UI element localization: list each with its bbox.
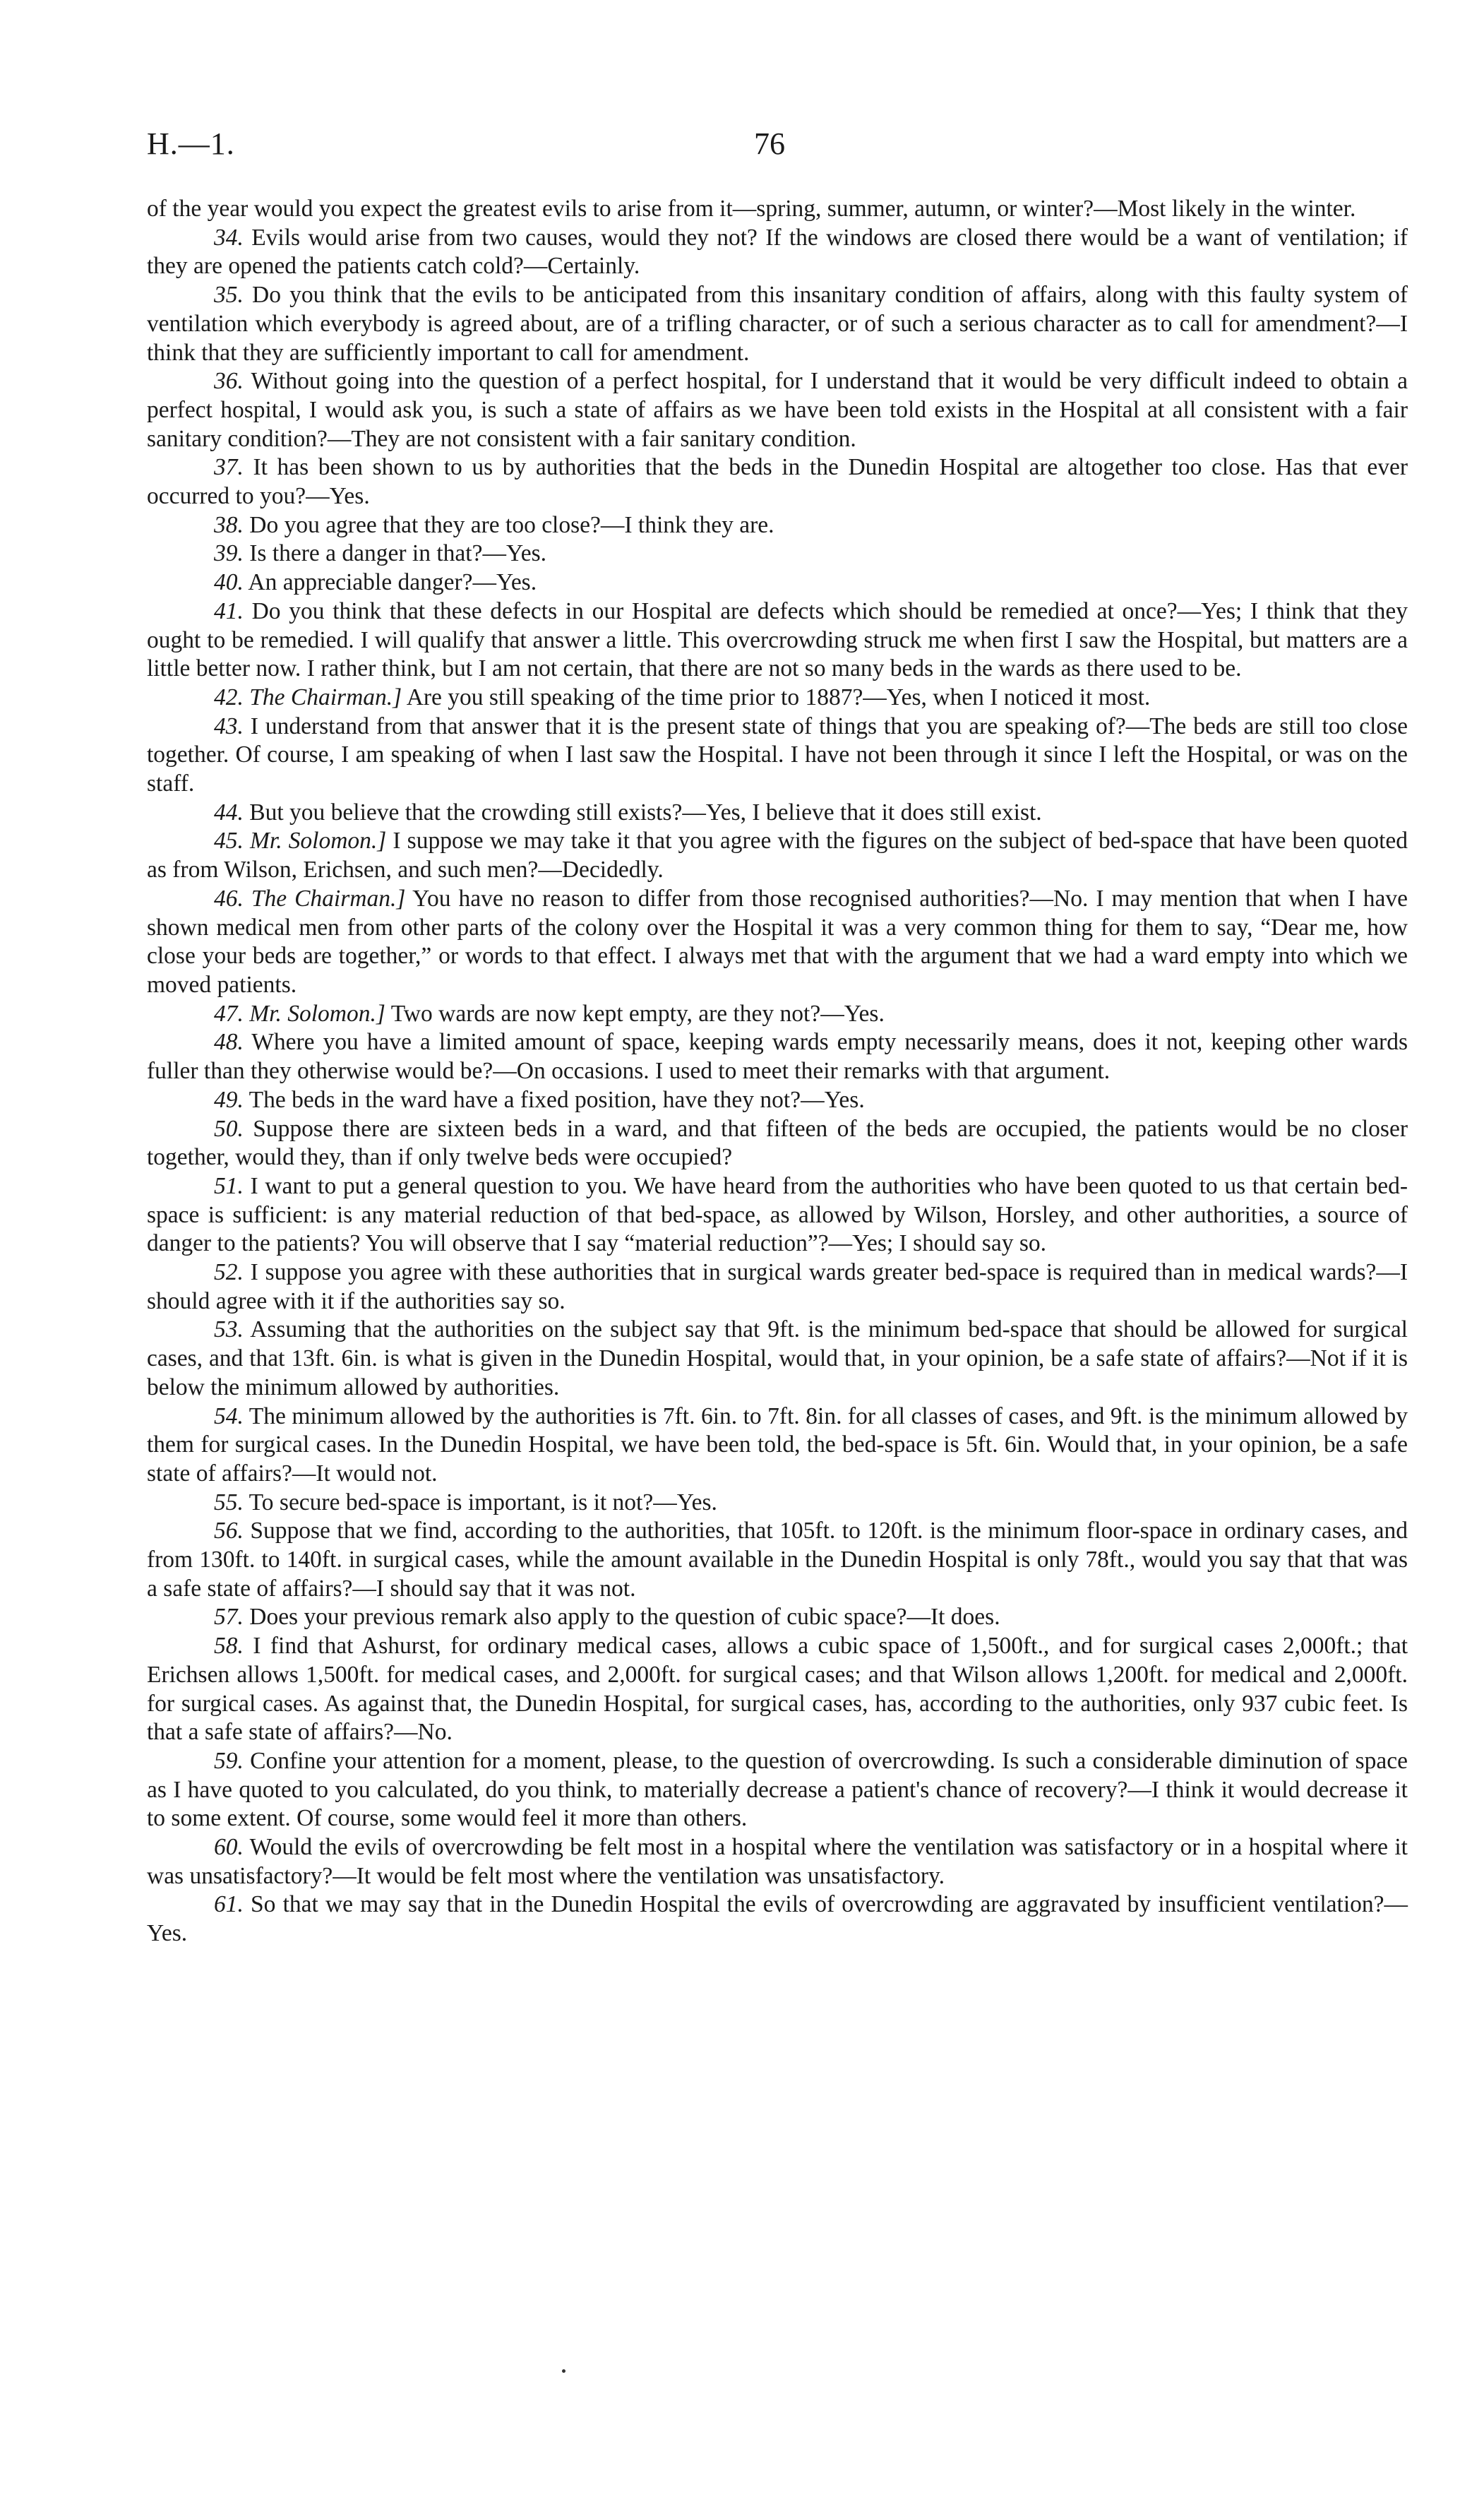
qa-text: Does your previous remark also apply to the question of cubic space?—It does.: [249, 1604, 1000, 1631]
qa-text: I understand from that answer that it is the present state of things that you are speaking of?—The beds are still too close together. Of course, I am speaking of when I last saw the Hospital. I have not been through it since I left the Hospital, or was on the staff.: [147, 713, 1408, 797]
question-number: 61.: [214, 1891, 244, 1918]
qa-list: [147, 224, 1408, 1948]
qa-paragraph: [147, 885, 1408, 1000]
qa-text: The minimum allowed by the authorities is 7ft. 6in. to 7ft. 8in. for all classes of cases, and 9ft. is the minimum allowed by them for surgical cases. In the Dunedin Hospital, we have been told, the bed-space is 5ft. 6in. Would that, in your opinion, be a safe state of affairs?—It would not.: [147, 1403, 1408, 1487]
qa-text: I find that Ashurst, for ordinary medical cases, allows a cubic space of 1,500ft., and for surgical cases 2,000ft.; that Erichsen allows 1,500ft. for medical cases, and 2,000ft. for surgical cases; and that Wilson allows 1,200ft. for medical and 2,000ft. for surgical cases. As against that, the Dunedin Hospital, for surgical cases, has, according to the authorities, only 937 cubic feet. Is that a safe state of affairs?—No.: [147, 1633, 1408, 1746]
question-number: 45.: [214, 828, 244, 854]
question-number: 37.: [214, 454, 244, 481]
speaker-label: The Chairman.]: [251, 885, 406, 912]
question-number: 40.: [214, 569, 244, 596]
question-number: 58.: [214, 1633, 244, 1660]
question-number: 52.: [214, 1259, 244, 1286]
qa-text: Without going into the question of a perfect hospital, for I understand that it would be very difficult indeed to obtain a perfect hospital, I would ask you, is such a state of affairs as we have been told exists in the Hospital at all consistent with a fair sanitary condition?—They are not consistent with a fair sanitary condition.: [147, 368, 1408, 452]
qa-paragraph: [147, 568, 1408, 597]
qa-paragraph: [147, 540, 1408, 568]
qa-paragraph: [147, 1115, 1408, 1172]
qa-paragraph: [147, 1632, 1408, 1747]
qa-paragraph: [147, 453, 1408, 511]
question-number: 34.: [214, 224, 244, 251]
qa-text: But you believe that the crowding still exists?—Yes, I believe that it does still exist.: [249, 799, 1042, 826]
qa-paragraph: [147, 799, 1408, 828]
question-number: 48.: [214, 1029, 244, 1056]
question-number: 36.: [214, 368, 244, 395]
question-number: 55.: [214, 1489, 244, 1515]
qa-text: An appreciable danger?—Yes.: [248, 569, 537, 596]
qa-paragraph: [147, 1258, 1408, 1316]
speaker-label: Mr. Solomon.]: [249, 1000, 385, 1027]
qa-paragraph: [147, 224, 1408, 281]
page-mark: [562, 2369, 566, 2373]
qa-paragraph: [147, 713, 1408, 799]
qa-paragraph: [147, 1833, 1408, 1890]
qa-text: Suppose there are sixteen beds in a ward, and that fifteen of the beds are occupied, the patients would be no closer together, would they, than if only twelve beds were occupied?: [147, 1115, 1408, 1171]
qa-text: Confine your attention for a moment, please, to the question of overcrowding. Is such a considerable diminution of space as I have quoted to you calculated, do you think, to materially decrease a patient's chance of recovery?—I think it would decrease it to some extent. Of course, some would feel it more than others.: [147, 1747, 1408, 1832]
qa-text: I suppose we may take it that you agree with the figures on the subject of bed-space that have been quoted as from Wilson, Erichsen, and such men?—Decidedly.: [147, 828, 1408, 883]
qa-text: I suppose you agree with these authorities that in surgical wards greater bed-space is required than in medical wards?—I should agree with it if the authorities say so.: [147, 1259, 1408, 1314]
page-header: [147, 126, 1343, 168]
qa-paragraph: [147, 1747, 1408, 1833]
question-number: 39.: [214, 540, 244, 567]
qa-text: You have no reason to differ from those recognised authorities?—No. I may mention that when I have shown medical men from other parts of the colony over the Hospital it was a very common thing for them to say, “Dear me, how close your beds are together,” or words to that effect. I always met that with the argument that we had a ward empty into which we moved patients.: [147, 885, 1408, 998]
opening-paragraph: of the year would you expect the greatest evils to arise from it—spring, summer, autumn, or winter?—Most likely in the winter.: [147, 196, 1356, 222]
qa-text: Do you agree that they are too close?—I think they are.: [249, 511, 774, 538]
question-number: 42.: [214, 684, 244, 710]
qa-paragraph: [147, 1086, 1408, 1115]
qa-text: The beds in the ward have a fixed position, have they not?—Yes.: [249, 1086, 865, 1113]
qa-paragraph: [147, 1603, 1408, 1632]
question-number: 35.: [214, 282, 244, 309]
question-number: 51.: [214, 1172, 244, 1199]
question-number: 59.: [214, 1747, 244, 1774]
qa-paragraph: [147, 1489, 1408, 1518]
qa-text: So that we may say that in the Dunedin Hospital the evils of overcrowding are aggravated by insufficient ventilation?—Yes.: [147, 1891, 1408, 1947]
qa-paragraph: [147, 367, 1408, 453]
question-number: 53.: [214, 1316, 244, 1343]
question-number: 54.: [214, 1403, 244, 1429]
question-number: 46.: [214, 885, 244, 912]
qa-paragraph: [147, 684, 1408, 713]
qa-text: Two wards are now kept empty, are they not?—Yes.: [390, 1000, 885, 1027]
question-number: 41.: [214, 597, 244, 624]
qa-paragraph: [147, 511, 1408, 540]
qa-paragraph: [147, 1517, 1408, 1603]
qa-text: Would the evils of overcrowding be felt most in a hospital where the ventilation was satisfactory or in a hospital where it was unsatisfactory?—It would be felt most where the ventilation was unsatisfactory.: [147, 1834, 1408, 1889]
question-number: 49.: [214, 1086, 244, 1113]
qa-text: Do you think that these defects in our Hospital are defects which should be remedied at once?—Yes; I think that they ought to be remedied. I will qualify that answer a little. This overcrowding struck me when first I saw the Hospital, but matters are a little better now. I rather think, but I am not certain, that there are not so many beds in the wards as there used to be.: [147, 597, 1408, 682]
page-number: 76: [754, 126, 785, 161]
qa-paragraph: [147, 281, 1408, 367]
speaker-label: The Chairman.]: [249, 684, 402, 710]
speaker-label: Mr. Solomon.]: [249, 828, 387, 854]
question-number: 56.: [214, 1518, 244, 1544]
qa-paragraph: [147, 1028, 1408, 1085]
question-number: 43.: [214, 713, 244, 739]
qa-paragraph: [147, 1890, 1408, 1948]
qa-text: Is there a danger in that?—Yes.: [249, 540, 547, 567]
qa-paragraph: [147, 1403, 1408, 1489]
qa-text: Are you still speaking of the time prior to 1887?—Yes, when I noticed it most.: [406, 684, 1151, 710]
question-number: 50.: [214, 1115, 244, 1142]
document-id: H.—1.: [147, 126, 235, 161]
question-number: 47.: [214, 1000, 244, 1027]
qa-paragraph: [147, 1172, 1408, 1258]
qa-text: Where you have a limited amount of space, keeping wards empty necessarily means, does it not, keeping other wards fuller than they otherwise would be?—On occasions. I used to meet their remarks with that argument.: [147, 1029, 1408, 1085]
question-number: 60.: [214, 1834, 244, 1861]
qa-paragraph: [147, 1316, 1408, 1402]
qa-text: Suppose that we find, according to the authorities, that 105ft. to 120ft. is the minimum floor-space in ordinary cases, and from 130ft. to 140ft. in surgical cases, while the amount available in the Dunedin Hospital is only 78ft., would you say that that was a safe state of affairs?—I should say that it was not.: [147, 1518, 1408, 1602]
question-number: 44.: [214, 799, 244, 826]
question-number: 38.: [214, 511, 244, 538]
qa-text: Do you think that the evils to be anticipated from this insanitary condition of affairs, along with this faulty system of ventilation which everybody is agreed about, are of a trifling character, or of such a serious character as to call for amendment?—I think that they are sufficiently important to call for amendment.: [147, 282, 1408, 366]
qa-text: It has been shown to us by authorities that the beds in the Dunedin Hospital are altogether too close. Has that ever occurred to you?—Yes.: [147, 454, 1408, 510]
question-number: 57.: [214, 1604, 244, 1631]
qa-text: To secure bed-space is important, is it not?—Yes.: [249, 1489, 717, 1515]
qa-paragraph: [147, 597, 1408, 684]
qa-paragraph: [147, 827, 1408, 884]
evidence-body: [147, 195, 1408, 1948]
qa-text: Evils would arise from two causes, would they not? If the windows are closed there would be a want of ventilation; if they are opened the patients catch cold?—Certainly.: [147, 224, 1408, 280]
qa-paragraph: [147, 1000, 1408, 1029]
qa-text: I want to put a general question to you. We have heard from the authorities who have been quoted to us that certain bed-space is sufficient: is any material reduction of that bed-space, as allowed by Wilson, Horsley, and other authorities, a source of danger to the patients? You will observe that I say “material reduction”?—Yes; I should say so.: [147, 1172, 1408, 1257]
qa-text: Assuming that the authorities on the subject say that 9ft. is the minimum bed-space that should be allowed for surgical cases, and that 13ft. 6in. is what is given in the Dunedin Hospital, would that, in your opinion, be a safe state of affairs?—Not if it is below the minimum allowed by authorities.: [147, 1316, 1408, 1400]
